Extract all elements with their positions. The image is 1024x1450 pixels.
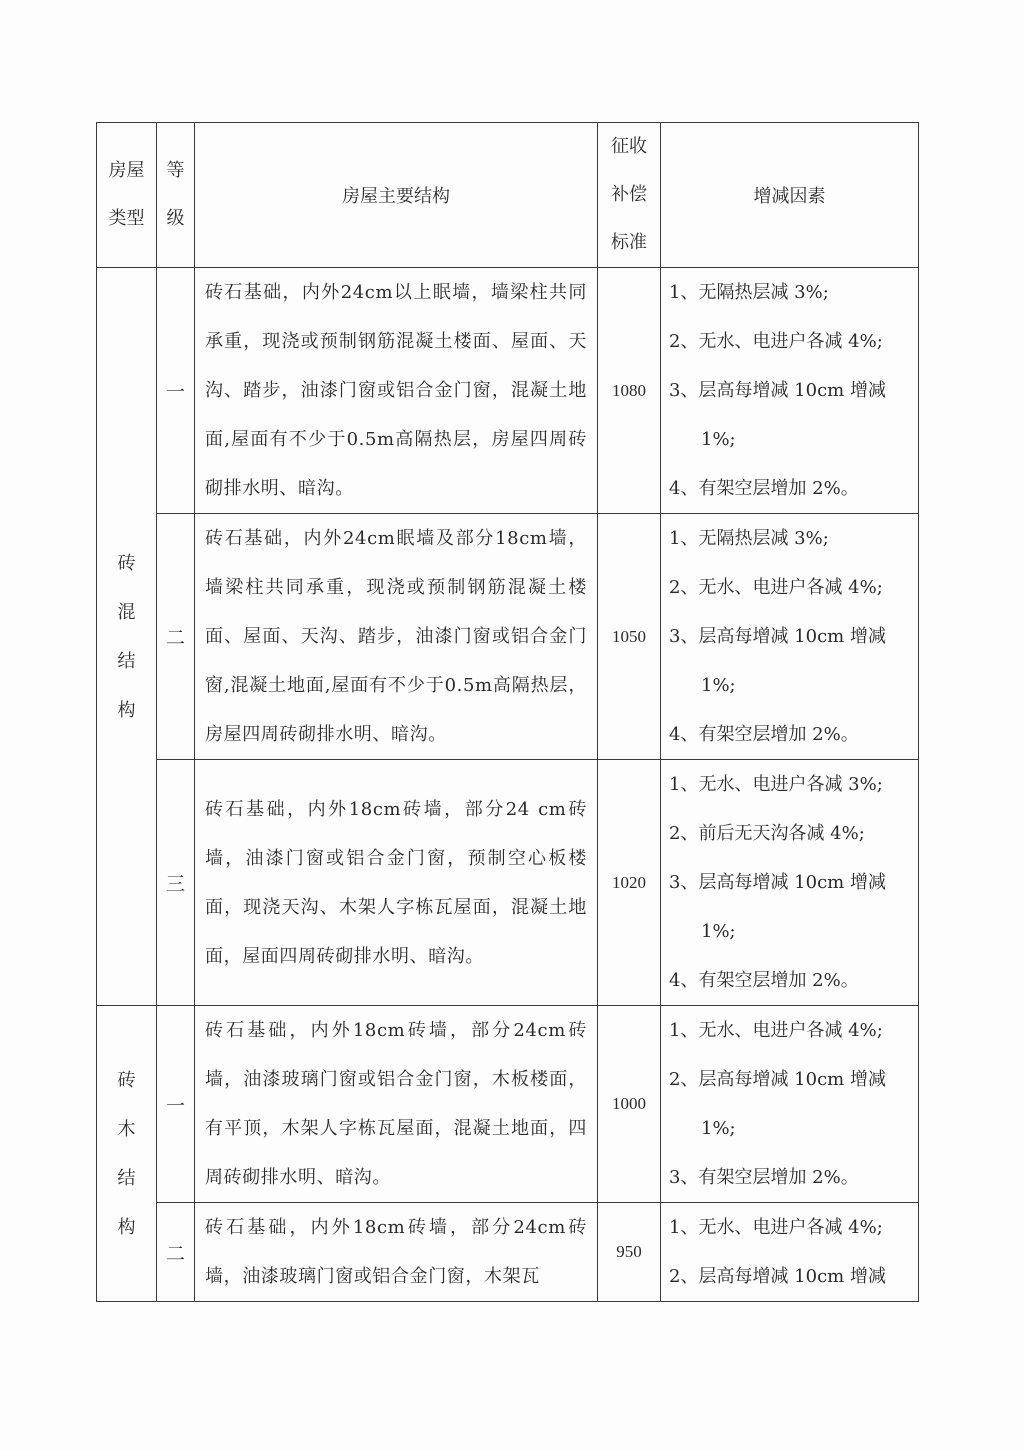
table-header-row [97, 123, 919, 268]
table-row [97, 1006, 919, 1203]
grade-cell: 二 [157, 1203, 195, 1302]
header-house-type: 房屋 类型 [97, 123, 157, 268]
standard-cell: 1020 [598, 760, 661, 1006]
factor-cell: 1、无隔热层减 3%; 2、无水、电进户各减 4%; 3、层高每增减 10cm 增减 1%; 4、有架空层增加 2%。 [661, 514, 919, 760]
header-main-structure: 房屋主要结构 [195, 123, 598, 268]
factor-cell: 1、无隔热层减 3%; 2、无水、电进户各减 4%; 3、层高每增减 10cm 增减 1%; 4、有架空层增加 2%。 [661, 268, 919, 514]
standard-cell: 1050 [598, 514, 661, 760]
standard-cell: 1000 [598, 1006, 661, 1203]
standard-cell: 1080 [598, 268, 661, 514]
grade-cell: 三 [157, 760, 195, 1006]
header-grade: 等 级 [157, 123, 195, 268]
table-row [97, 760, 919, 1006]
factor-cell: 1、无水、电进户各减 4%; 2、层高每增减 10cm 增减 [661, 1203, 919, 1302]
standard-cell: 950 [598, 1203, 661, 1302]
grade-cell: 二 [157, 514, 195, 760]
factor-cell: 1、无水、电进户各减 3%; 2、前后无天沟各减 4%; 3、层高每增减 10cm 增减 1%; 4、有架空层增加 2%。 [661, 760, 919, 1006]
grade-cell: 一 [157, 1006, 195, 1203]
structure-cell: 砖石基础，内外18cm砖墙，部分24 cm砖墙，油漆门窗或铝合金门窗，预制空心板楼面，现浇天沟、木架人字栋瓦屋面，混凝土地面，屋面四周砖砌排水明、暗沟。 [195, 760, 598, 1006]
table-row [97, 1203, 919, 1302]
header-compensation-standard: 征收 补偿 标准 [598, 123, 661, 268]
structure-cell: 砖石基础，内外24cm以上眠墙，墙梁柱共同承重，现浇或预制钢筋混凝土楼面、屋面、天沟、踏步，油漆门窗或铝合金门窗，混凝土地面,屋面有不少于0.5m高隔热层，房屋四周砖砌排水明、暗沟。 [195, 268, 598, 514]
house-type-cell: 砖 木 结 构 [97, 1006, 157, 1302]
structure-cell: 砖石基础，内外18cm砖墙，部分24cm砖墙，油漆玻璃门窗或铝合金门窗，木架瓦 [195, 1203, 598, 1302]
factor-cell: 1、无水、电进户各减 4%; 2、层高每增减 10cm 增减 1%; 3、有架空层增加 2%。 [661, 1006, 919, 1203]
header-adjustment-factors: 增减因素 [661, 123, 919, 268]
compensation-standard-table [96, 122, 919, 1302]
structure-cell: 砖石基础，内外24cm眠墙及部分18cm墙，墙梁柱共同承重，现浇或预制钢筋混凝土楼面、屋面、天沟、踏步，油漆门窗或铝合金门窗,混凝土地面,屋面有不少于0.5m高隔热层，房屋四周砖砌排水明、暗沟。 [195, 514, 598, 760]
grade-cell: 一 [157, 268, 195, 514]
table-row [97, 268, 919, 514]
house-type-cell: 砖 混 结 构 [97, 268, 157, 1006]
structure-cell: 砖石基础，内外18cm砖墙，部分24cm砖墙，油漆玻璃门窗或铝合金门窗，木板楼面，有平顶，木架人字栋瓦屋面，混凝土地面，四周砖砌排水明、暗沟。 [195, 1006, 598, 1203]
table-row [97, 514, 919, 760]
